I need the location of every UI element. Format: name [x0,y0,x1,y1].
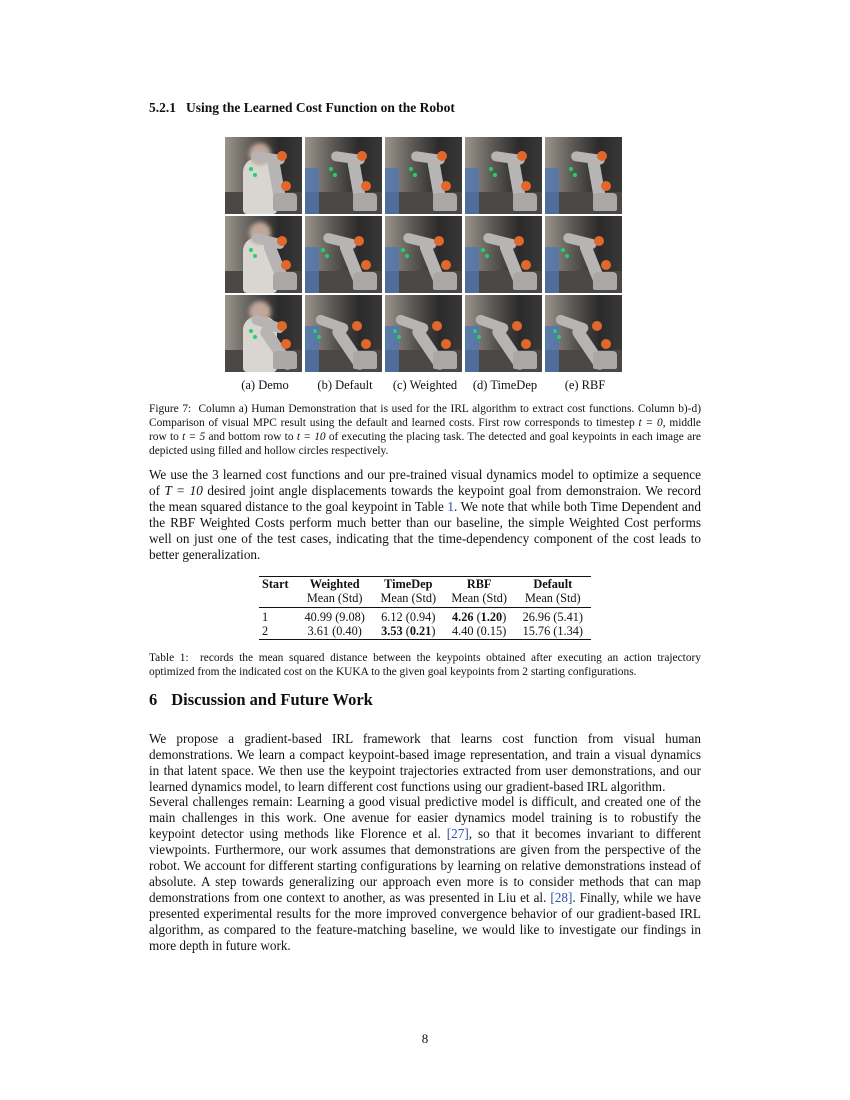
photo-rbf-row-2 [545,216,622,293]
table-header-row [259,577,591,592]
subcaption-rbf: (e) RBF [564,378,606,392]
paragraph-math: T = 10 [164,483,203,498]
photo-detail [317,335,321,339]
robot-photo-grid [225,137,625,372]
results-table [259,576,591,640]
photo-timedep-row-3 [465,295,542,372]
photo-detail [385,247,399,293]
photo-detail [521,181,531,191]
photo-detail [437,151,447,161]
photo-detail [597,151,607,161]
photo-detail [361,260,371,270]
photo-detail [273,193,297,211]
photo-default-row-2 [305,216,382,293]
figure-caption-math: t = 0 [638,417,663,429]
paragraph-text: . We note that while both Time Dependent and the RBF Weighted Costs perform much better than our baseline, the simple Weighted Cost performs well on just one of the test cases, indicating that the time-dependency component of the cost leads to better generalization. [149,499,701,562]
section-title: Discussion and Future Work [171,690,373,709]
photo-detail [329,167,333,171]
photo-weighted-row-2 [385,216,462,293]
photo-detail [385,168,399,214]
photo-weighted-row-1 [385,137,462,214]
figure-caption [149,402,701,458]
photo-detail [405,254,409,258]
photo-detail [593,193,617,211]
photo-detail [601,260,611,270]
photo-detail [393,329,397,333]
photo-detail [569,167,573,171]
photo-demo-row-3 [225,295,302,372]
citation-link-27[interactable]: [27] [446,826,469,841]
citation-link-28[interactable]: [28] [550,890,573,905]
photo-rbf-row-3 [545,295,622,372]
photo-detail [565,254,569,258]
photo-detail [249,167,253,171]
photo-detail [593,272,617,290]
table-ref-link[interactable]: 1 [447,499,455,514]
photo-default-row-3 [305,295,382,372]
photo-detail [333,173,337,177]
subcaption-weighted: (c) Weighted [392,378,458,392]
photo-detail [433,272,457,290]
subcaption-default: (b) Default [317,378,373,392]
paragraph-discussion: We propose a gradient-based IRL framework that learns cost function from visual human demonstrations. We learn a compact keypoint-based image representation, and train a visual dynamics in that latent space. We then use the keypoint trajectories extracted from user demonstrations, and our learned dynamics model, to learn different cost functions using our gradient-based IRL algorithm. [149,731,701,794]
subcaption-timedep: (d) TimeDep [472,378,538,392]
photo-detail [489,167,493,171]
subheader-timedep: Mean (Std) [380,591,437,605]
cell-rbf-std: 1.20 [480,610,503,624]
photo-detail [601,339,611,349]
section-number: 6 [149,690,158,709]
photo-detail [385,326,399,372]
photo-detail [361,181,371,191]
photo-detail [249,248,253,252]
photo-detail [433,351,457,369]
figure-caption-text: of executing the placing task. The detected and goal keypoints in each image are depicted using filled and hollow circles respectively. [149,431,701,457]
header-timedep: TimeDep [373,577,444,592]
paragraph-challenges [149,794,701,954]
photo-detail [325,254,329,258]
paragraph-text: , so that it becomes invariant to different viewpoints. Furthermore, our work assumes that demonstrations are given from the perspective of the robot. We account for different starting configurations by learning on relative demonstrations instead of absolute. A step towards generalizing our approach even more is to consider methods that can map demonstrations from one context to another, as was presented in Liu et al. [149,826,702,905]
paragraph-results [149,467,701,563]
paragraph-text: . Finally, while we have presented experimental results for the more improved convergence behavior of our gradient-based IRL algorithm, as compared to the feature-matching baseline, we would like to investigate our findings in more depth in future work. [149,890,701,953]
figure-caption-text: and bottom row to [205,431,297,443]
photo-timedep-row-1 [465,137,542,214]
photo-detail [321,248,325,252]
photo-detail [353,272,377,290]
table-caption [149,651,701,679]
photo-detail [465,247,479,293]
photo-detail [465,326,479,372]
photo-detail [441,339,451,349]
cell-timedep: 6.12 (0.94) [373,608,444,625]
photo-detail [313,329,317,333]
photo-detail [357,151,367,161]
photo-detail [512,321,522,331]
photo-demo-row-2 [225,216,302,293]
photo-rbf-row-1 [545,137,622,214]
figure-caption-math: t = 5 [182,431,206,443]
photo-detail [477,335,481,339]
photo-default-row-1 [305,137,382,214]
header-weighted: Weighted [297,577,373,592]
photo-detail [305,247,319,293]
photo-detail [352,321,362,331]
photo-weighted-row-3 [385,295,462,372]
photo-detail [249,329,253,333]
photo-detail [253,335,257,339]
photo-detail [253,173,257,177]
photo-detail [521,260,531,270]
photo-detail [485,254,489,258]
figure-caption-text: Column a) Human Demonstration that is used for the IRL algorithm to extract cost functions. Column b)-d) Comparison of visual MPC result using the default and learned costs. First row corresponds to timestep [149,403,701,429]
photo-detail [473,329,477,333]
figure-subcaptions [225,378,625,393]
subheader-weighted: Mean (Std) [306,591,363,605]
table-caption-text: records the mean squared distance between the keypoints obtained after executing an action trajectory optimized from the indicated cost on the KUKA to the given goal keypoints from 2 starting configurations. [149,652,702,678]
photo-detail [592,321,602,331]
photo-detail [513,193,537,211]
cell-start: 2 [259,624,297,640]
cell-rbf: 4.40 (0.15) [444,624,515,640]
photo-detail [305,326,319,372]
paragraph-text: We use the 3 learned cost functions and our pre-trained visual dynamics model to optimize a sequence of [149,467,701,498]
figure-label: Figure 7: [149,403,192,415]
photo-timedep-row-2 [465,216,542,293]
photo-detail [353,351,377,369]
photo-detail [277,321,287,331]
photo-detail [277,236,287,246]
photo-detail [432,321,442,331]
section-heading [149,690,373,710]
subsection-title: Using the Learned Cost Function on the Robot [186,100,455,115]
cell-default: 26.96 (5.41) [515,608,591,625]
subheader-default: Mean (Std) [524,591,581,605]
photo-detail [493,173,497,177]
photo-detail [433,193,457,211]
photo-detail [441,181,451,191]
photo-detail [593,351,617,369]
photo-detail [545,326,559,372]
table-label: Table 1: [149,652,189,664]
header-default: Default [515,577,591,592]
photo-detail [253,254,257,258]
photo-detail [521,339,531,349]
photo-detail [305,168,319,214]
photo-detail [517,151,527,161]
cell-rbf: 4.26 (1.20) [444,608,515,625]
photo-detail [413,173,417,177]
photo-detail [557,335,561,339]
photo-detail [281,181,291,191]
photo-detail [573,173,577,177]
photo-detail [361,339,371,349]
photo-detail [397,335,401,339]
figure-7 [225,137,625,393]
subheader-start [259,591,297,608]
subcaption-demo: (a) Demo [241,378,289,392]
photo-detail [273,351,297,369]
header-start: Start [259,577,297,592]
photo-detail [273,272,297,290]
cell-weighted: 40.99 (9.08) [297,608,373,625]
page-number: 8 [421,1031,429,1046]
cell-timedep-std: 0.21 [409,624,432,638]
photo-detail [553,329,557,333]
photo-detail [277,151,287,161]
photo-demo-row-1 [225,137,302,214]
cell-timedep: 3.53 (0.21) [373,624,444,640]
photo-detail [353,193,377,211]
cell-timedep-mean: 3.53 [381,624,403,638]
photo-detail [561,248,565,252]
table-row [259,608,591,625]
photo-detail [409,167,413,171]
photo-detail [513,272,537,290]
cell-rbf-mean: 4.26 [451,610,474,624]
cell-weighted: 3.61 (0.40) [297,624,373,640]
photo-detail [281,339,291,349]
paragraph-text: desired joint angle displacements towards the keypoint goal from demonstraion. We record the mean squared distance to the goal keypoint in Table [149,483,701,514]
figure-caption-text: , middle row to [149,417,701,443]
photo-detail [545,168,559,214]
photo-detail [465,168,479,214]
figure-caption-math: t = 10 [296,431,326,443]
cell-default: 15.76 (1.34) [515,624,591,640]
photo-detail [545,247,559,293]
photo-detail [281,260,291,270]
subsection-heading [149,100,455,116]
photo-detail [401,248,405,252]
header-rbf: RBF [444,577,515,592]
table-row [259,624,591,640]
subsection-number: 5.2.1 [149,100,176,115]
paragraph-text: Several challenges remain: Learning a good visual predictive model is difficult, and created one of the main challenges in this work. One avenue for easier dynamics model training is to robustify the keypoint detector using methods like Florence et al. [149,794,701,841]
photo-detail [441,260,451,270]
photo-detail [601,181,611,191]
subheader-rbf: Mean (Std) [451,591,507,605]
photo-detail [513,351,537,369]
table-subheader-row [259,591,591,608]
cell-start: 1 [259,608,297,625]
photo-detail [481,248,485,252]
